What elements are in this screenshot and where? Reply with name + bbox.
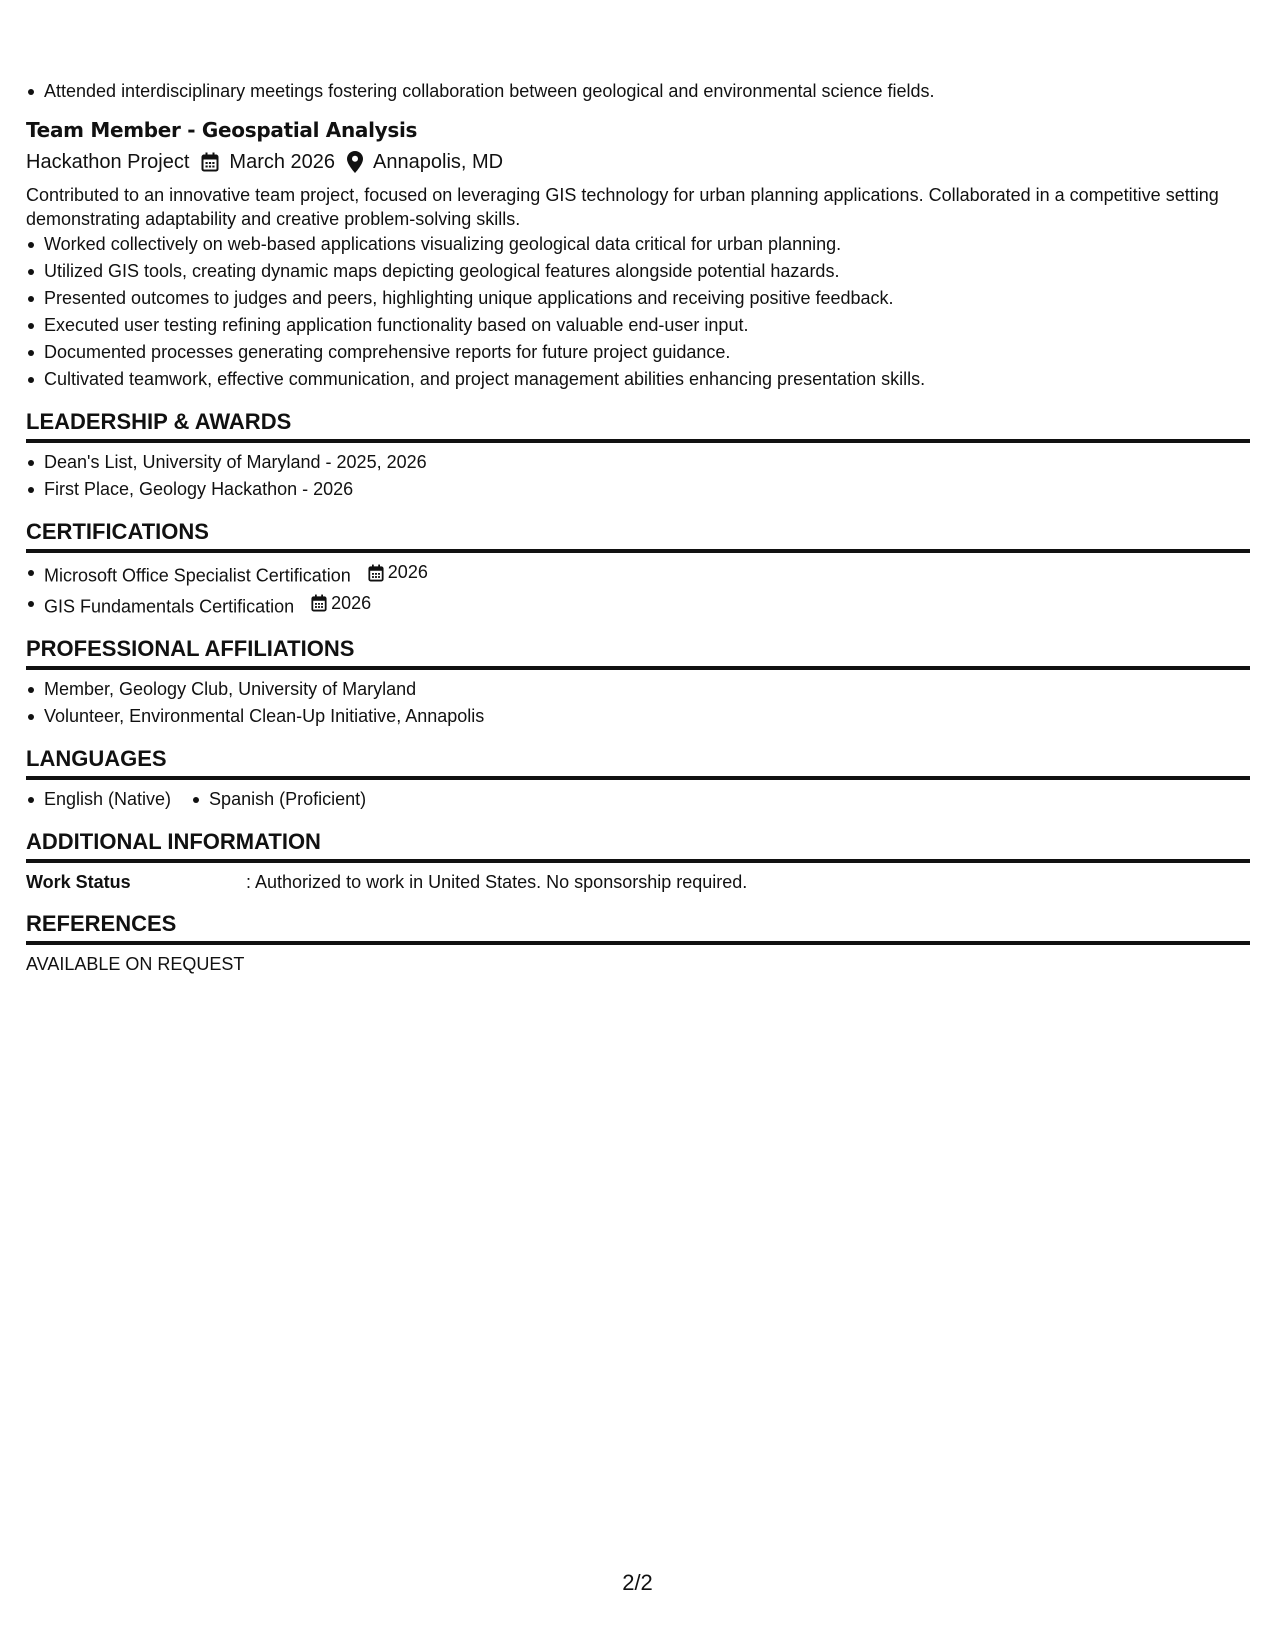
certification-name: GIS Fundamentals Certification <box>44 596 295 616</box>
certifications-section <box>26 517 1250 620</box>
list-item: Documented processes generating comprehensive reports for future project guidance. <box>44 339 1250 366</box>
certification-date <box>311 590 371 617</box>
list-item: Executed user testing refining application functionality based on valuable end-user input. <box>44 312 1250 339</box>
section-title: LEADERSHIP & AWARDS <box>26 407 1250 443</box>
job-bullet-list <box>26 231 1250 393</box>
leadership-section <box>26 407 1250 503</box>
additional-info-section <box>26 827 1250 895</box>
job-location: Annapolis, MD <box>373 151 504 173</box>
list-item: Cultivated teamwork, effective communication, and project management abilities enhancing presentation skills. <box>44 366 1250 393</box>
section-title: ADDITIONAL INFORMATION <box>26 827 1250 863</box>
list-item: First Place, Geology Hackathon - 2026 <box>44 476 1250 503</box>
map-pin-icon <box>347 151 363 173</box>
certification-name: Microsoft Office Specialist Certification <box>44 565 351 586</box>
work-status-value: : Authorized to work in United States. No sponsorship required. <box>246 872 748 892</box>
job-organization: Hackathon Project <box>26 151 190 173</box>
list-item: English (Native) <box>44 786 171 813</box>
list-item: Presented outcomes to judges and peers, highlighting unique applications and receiving positive feedback. <box>44 285 1250 312</box>
job-date: March 2026 <box>229 151 336 173</box>
work-status-row <box>26 869 1250 895</box>
certification-date <box>368 559 428 586</box>
leadership-list <box>26 449 1250 503</box>
certifications-list <box>26 559 1250 620</box>
section-title: PROFESSIONAL AFFILIATIONS <box>26 634 1250 670</box>
certification-year: 2026 <box>387 562 428 582</box>
languages-section <box>26 744 1250 813</box>
list-item: Utilized GIS tools, creating dynamic maps depicting geological features alongside potential hazards. <box>44 258 1250 285</box>
job-description: Contributed to an innovative team project, focused on leveraging GIS technology for urban planning applications. Collaborated in a competitive setting demonstrating adaptability and creative problem-solving skills. <box>26 185 1219 229</box>
resume-page <box>26 78 1250 977</box>
job-title: Team Member - Geospatial Analysis <box>26 118 418 142</box>
page-number: 2/2 <box>622 1570 653 1595</box>
section-title: CERTIFICATIONS <box>26 517 1250 553</box>
references-text: AVAILABLE ON REQUEST <box>26 954 245 974</box>
experience-entry <box>26 115 1250 393</box>
continued-bullet-list <box>26 78 1250 105</box>
list-item <box>44 559 1250 590</box>
calendar-icon <box>201 152 219 172</box>
list-item: Volunteer, Environmental Clean-Up Initiative, Annapolis <box>44 703 1250 730</box>
calendar-icon <box>368 564 384 582</box>
list-item: Spanish (Proficient) <box>209 786 366 813</box>
affiliations-list <box>26 676 1250 730</box>
certification-year: 2026 <box>331 592 372 613</box>
references-section <box>26 909 1250 977</box>
list-item: Dean's List, University of Maryland - 2025, 2026 <box>44 449 1250 476</box>
list-item: Member, Geology Club, University of Maryland <box>44 676 1250 703</box>
section-title: REFERENCES <box>26 909 1250 945</box>
list-item: Worked collectively on web-based applications visualizing geological data critical for urban planning. <box>44 231 1250 258</box>
work-status-label: Work Status <box>26 872 131 892</box>
section-title: LANGUAGES <box>26 744 1250 780</box>
job-meta <box>26 147 1250 177</box>
list-item: Attended interdisciplinary meetings fostering collaboration between geological and environmental science fields. <box>44 78 1250 105</box>
affiliations-section <box>26 634 1250 730</box>
calendar-icon <box>311 594 327 612</box>
list-item <box>44 590 1250 621</box>
languages-list <box>26 786 1250 813</box>
